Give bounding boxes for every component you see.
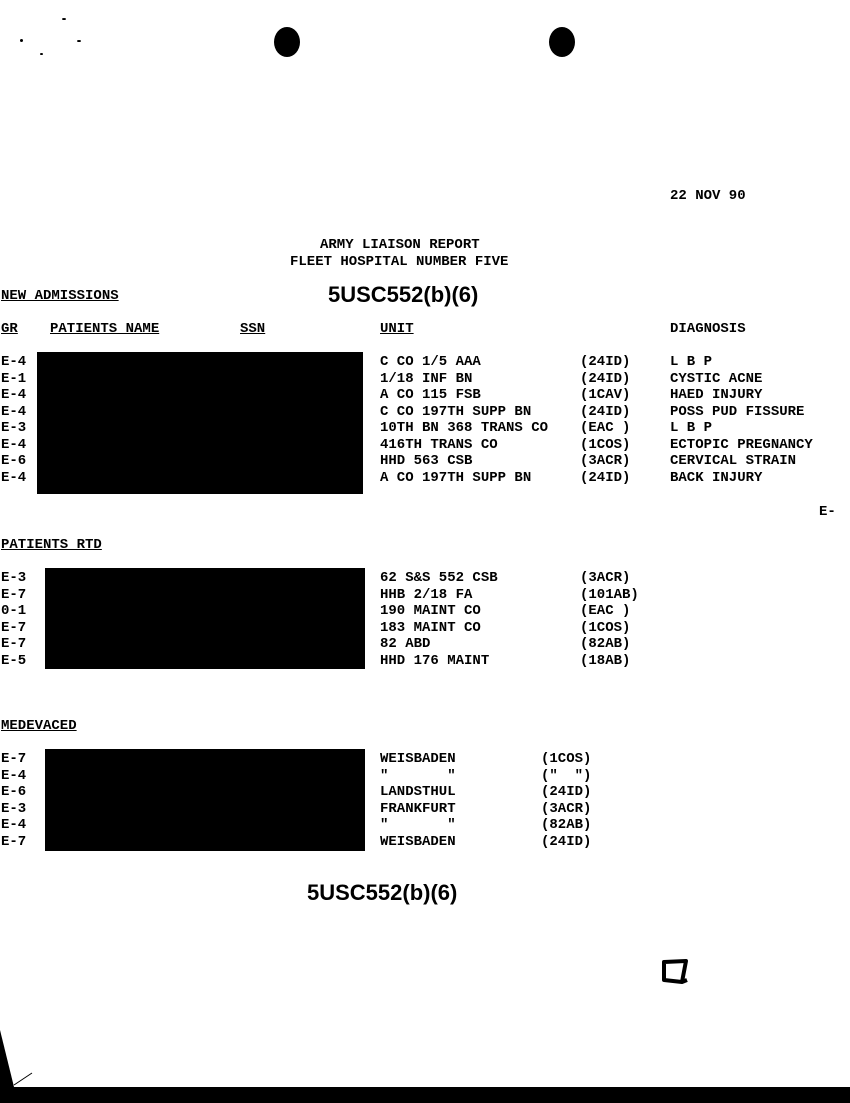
margin-mark: E-: [819, 504, 836, 520]
table-row-division: (101AB): [580, 586, 639, 603]
table-row-location: WEISBADEN: [380, 751, 456, 767]
table-row-diagnosis: L B P: [670, 354, 713, 370]
table-row-diagnosis: CERVICAL STRAIN: [670, 453, 797, 469]
report-title: ARMY LIAISON REPORT: [320, 237, 480, 253]
admissions-grade-column: [1, 354, 26, 486]
rtd-grade-column: [1, 570, 26, 669]
table-row-grade: E-3: [1, 570, 27, 586]
table-row-grade: E-7: [1, 751, 27, 767]
table-row-division: (3ACR): [580, 570, 631, 586]
scan-speck: [40, 53, 43, 55]
table-row-division: (82AB): [580, 636, 631, 652]
table-row-unit: C CO 197TH SUPP BN: [380, 403, 532, 420]
punch-hole-left: [274, 27, 300, 57]
redaction-block-admissions: [37, 352, 363, 494]
table-row-grade: E-3: [1, 420, 27, 436]
patients-rtd-heading: PATIENTS RTD: [1, 537, 102, 553]
table-row-grade: E-7: [1, 586, 27, 603]
table-row-division: (1CAV): [580, 387, 631, 403]
table-row-diagnosis: BACK INJURY: [670, 469, 763, 486]
table-row-grade: E-1: [1, 370, 27, 387]
redaction-block-medevaced: [45, 749, 365, 851]
table-row-division: (24ID): [580, 403, 631, 420]
admissions-unit-column: [380, 354, 548, 486]
table-row-unit: 190 MAINT CO: [380, 603, 481, 619]
medevaced-grade-column: [1, 751, 26, 850]
table-row-unit: 416TH TRANS CO: [380, 436, 498, 453]
table-row-division: (3ACR): [541, 800, 592, 817]
table-row-grade: E-4: [1, 469, 27, 486]
table-row-grade: E-3: [1, 800, 27, 817]
table-row-location: LANDSTHUL: [380, 784, 456, 800]
header-patient-name: PATIENTS NAME: [50, 321, 160, 337]
table-row-unit: 10TH BN 368 TRANS CO: [380, 420, 549, 436]
table-row-unit: HHB 2/18 FA: [380, 586, 473, 603]
table-row-division: (EAC ): [580, 603, 631, 619]
report-subtitle: FLEET HOSPITAL NUMBER FIVE: [290, 254, 509, 270]
table-row-unit: 62 S&S 552 CSB: [380, 570, 498, 586]
table-row-grade: E-4: [1, 354, 27, 370]
table-row-diagnosis: L B P: [670, 420, 713, 436]
table-row-division: (24ID): [580, 354, 631, 370]
medevaced-location-column: [380, 751, 456, 850]
redaction-block-rtd: [45, 568, 365, 669]
table-row-division: (1COS): [541, 751, 592, 767]
header-unit: UNIT: [380, 321, 414, 337]
table-row-grade: E-4: [1, 387, 27, 403]
page-corner-artifact-icon: [0, 1030, 40, 1090]
punch-hole-right: [549, 27, 575, 57]
table-row-unit: HHD 176 MAINT: [380, 652, 490, 669]
admissions-diagnosis-column: [670, 354, 813, 486]
table-row-grade: E-7: [1, 833, 27, 850]
header-diagnosis: DIAGNOSIS: [670, 321, 746, 337]
table-row-grade: E-4: [1, 436, 27, 453]
table-row-grade: E-7: [1, 619, 27, 636]
scan-speck: [62, 18, 66, 20]
table-row-unit: 82 ABD: [380, 636, 431, 652]
table-row-grade: E-4: [1, 817, 27, 833]
rtd-division-column: [580, 570, 639, 669]
report-date: 22 NOV 90: [670, 188, 746, 204]
table-row-division: (24ID): [541, 784, 592, 800]
table-row-diagnosis: CYSTIC ACNE: [670, 370, 763, 387]
table-row-division: (24ID): [580, 370, 631, 387]
exemption-stamp-bottom: 5USC552(b)(6): [307, 880, 458, 905]
table-row-grade: E-6: [1, 784, 27, 800]
table-row-division: (18AB): [580, 652, 631, 669]
table-row-location: " ": [380, 817, 456, 833]
scan-speck: [20, 39, 23, 42]
new-admissions-heading: NEW ADMISSIONS: [1, 288, 119, 304]
table-row-division: (82AB): [541, 817, 592, 833]
scan-speck: [77, 40, 81, 42]
medevaced-division-column: [541, 751, 591, 850]
table-row-unit: HHD 563 CSB: [380, 453, 473, 469]
rtd-unit-column: [380, 570, 498, 669]
table-row-diagnosis: HAED INJURY: [670, 387, 763, 403]
header-grade: GR: [1, 321, 18, 337]
table-row-division: (24ID): [580, 469, 631, 486]
table-row-diagnosis: ECTOPIC PREGNANCY: [670, 436, 813, 453]
table-row-grade: E-4: [1, 767, 27, 784]
table-row-unit: C CO 1/5 AAA: [380, 354, 481, 370]
table-row-location: FRANKFURT: [380, 800, 456, 817]
table-row-location: WEISBADEN: [380, 833, 456, 850]
table-row-diagnosis: POSS PUD FISSURE: [670, 403, 805, 420]
table-row-division: (EAC ): [580, 420, 631, 436]
table-row-location: " ": [380, 767, 456, 784]
scan-bottom-edge: [0, 1087, 850, 1103]
table-row-grade: E-7: [1, 636, 27, 652]
header-ssn: SSN: [240, 321, 266, 337]
table-row-grade: E-6: [1, 453, 27, 469]
admissions-division-column: [580, 354, 630, 486]
table-row-division: (3ACR): [580, 453, 631, 469]
table-row-grade: E-4: [1, 403, 27, 420]
table-row-unit: A CO 197TH SUPP BN: [380, 469, 532, 486]
handwritten-mark-icon: [660, 958, 690, 986]
exemption-stamp-top: 5USC552(b)(6): [328, 282, 479, 307]
table-row-unit: 183 MAINT CO: [380, 619, 481, 636]
medevaced-heading: MEDEVACED: [1, 718, 77, 734]
table-row-unit: 1/18 INF BN: [380, 370, 473, 387]
table-row-unit: A CO 115 FSB: [380, 387, 481, 403]
table-row-division: (" "): [541, 767, 592, 784]
table-row-division: (24ID): [541, 833, 592, 850]
table-row-grade: 0-1: [1, 603, 27, 619]
table-row-division: (1COS): [580, 436, 631, 453]
table-row-division: (1COS): [580, 619, 631, 636]
table-row-grade: E-5: [1, 652, 27, 669]
